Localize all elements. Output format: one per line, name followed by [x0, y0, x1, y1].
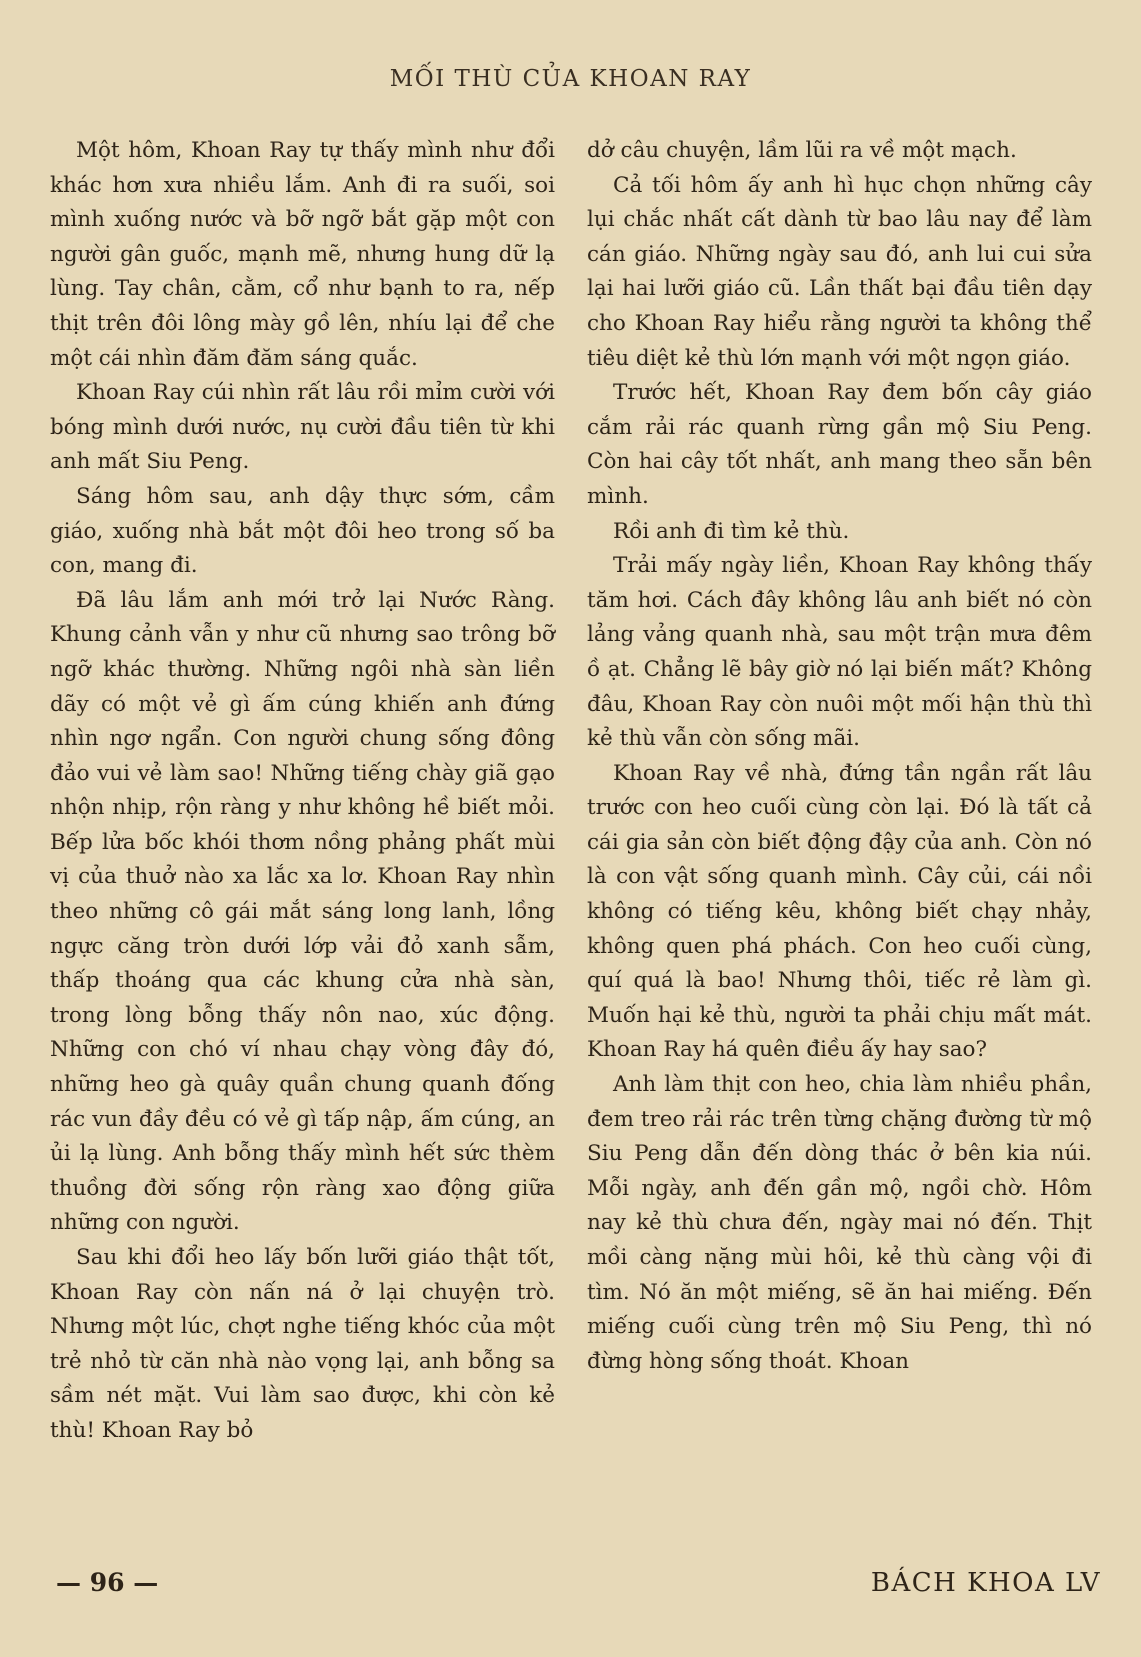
- paragraph: Rồi anh đi tìm kẻ thù.: [613, 518, 850, 544]
- paragraph: Anh làm thịt con heo, chia làm nhiều phần, đem treo rải rác trên từng chặng đường từ mộ Siu Peng dẫn đến dòng thác ở bên kia núi. Mỗi ngày, anh đến gần mộ, ngồi chờ. Hôm nay kẻ thù chưa đến, ngày mai nó đến. Thịt mồi càng nặng mùi hôi, kẻ thù càng vội đi tìm. Nó ăn một miếng, sẽ ăn hai miếng. Đến miếng cuối cùng trên mộ Siu Peng, thì nó đừng hòng sống thoát. Khoan: [587, 1072, 1092, 1374]
- paragraph: Cả tối hôm ấy anh hì hục chọn những cây lụi chắc nhất cất dành từ bao lâu nay để làm cán giáo. Những ngày sau đó, anh lui cui sửa lại hai lưỡi giáo cũ. Lần thất bại đầu tiên dạy cho Khoan Ray hiểu rằng người ta không thể tiêu diệt kẻ thù lớn mạnh với một ngọn giáo.: [587, 172, 1092, 371]
- left-column: [50, 134, 555, 1449]
- paragraph-continuation: dở câu chuyện, lầm lũi ra về một mạch.: [587, 138, 1017, 163]
- paragraph: Đã lâu lắm anh mới trở lại Nước Ràng. Khung cảnh vẫn y như cũ nhưng sao trông bỡ ngỡ khác thường. Những ngôi nhà sàn liền dãy có một vẻ gì ấm cúng khiến anh đứng nhìn ngơ ngẩn. Con người chung sống đông đảo vui vẻ làm sao! Những tiếng chày giã gạo nhộn nhịp, rộn ràng y như không hề biết mỏi. Bếp lửa bốc khói thơm nồng phảng phất mùi vị của thuở nào xa lắc xa lơ. Khoan Ray nhìn theo những cô gái mắt sáng long lanh, lồng ngực căng tròn dưới lớp vải đỏ xanh sẫm, thấp thoáng qua các khung cửa nhà sàn, trong lòng bỗng thấy nôn nao, xúc động. Những con chó ví nhau chạy vòng đây đó, những heo gà quây quần chung quanh đống rác vun đầy đều có vẻ gì tấp nập, ấm cúng, an ủi lạ lùng. Anh bỗng thấy mình hết sức thèm thuồng đời sống rộn ràng xao động giữa những con người.: [50, 587, 555, 1236]
- right-column: [587, 134, 1092, 1379]
- running-title: MỐI THÙ CỦA KHOAN RAY: [389, 66, 752, 92]
- paragraph: Khoan Ray cúi nhìn rất lâu rồi mỉm cười với bóng mình dưới nước, nụ cười đầu tiên từ khi anh mất Siu Peng.: [50, 380, 555, 475]
- page-number: — 96 —: [56, 1568, 159, 1597]
- paragraph: Trước hết, Khoan Ray đem bốn cây giáo cắm rải rác quanh rừng gần mộ Siu Peng. Còn hai cây tốt nhất, anh mang theo sẵn bên mình.: [587, 380, 1092, 509]
- paragraph: Trải mấy ngày liền, Khoan Ray không thấy tăm hơi. Cách đây không lâu anh biết nó còn lảng vảng quanh nhà, sau một trận mưa đêm ồ ạt. Chẳng lẽ bây giờ nó lại biến mất? Không đâu, Khoan Ray còn nuôi một mối hận thù thì kẻ thù vẫn còn sống mãi.: [587, 553, 1092, 752]
- paragraph: Khoan Ray về nhà, đứng tần ngần rất lâu trước con heo cuối cùng còn lại. Đó là tất cả cái gia sản còn biết động đậy của anh. Còn nó là con vật sống quanh mình. Cây củi, cái nồi không có tiếng kêu, không biết chạy nhảy, không quen phá phách. Con heo cuối cùng, quí quá là bao! Nhưng thôi, tiếc rẻ làm gì. Muốn hại kẻ thù, người ta phải chịu mất mát. Khoan Ray há quên điều ấy hay sao?: [587, 760, 1092, 1063]
- paragraph: Sau khi đổi heo lấy bốn lưỡi giáo thật tốt, Khoan Ray còn nấn ná ở lại chuyện trò. Nhưng một lúc, chợt nghe tiếng khóc của một trẻ nhỏ từ căn nhà nào vọng lại, anh bỗng sa sầm nét mặt. Vui làm sao được, khi còn kẻ thù! Khoan Ray bỏ: [50, 1245, 555, 1443]
- paragraph: Sáng hôm sau, anh dậy thực sớm, cầm giáo, xuống nhà bắt một đôi heo trong số ba con, mang đi.: [50, 483, 555, 579]
- publication-name: BÁCH KHOA LV: [870, 1568, 1101, 1598]
- paragraph: Một hôm, Khoan Ray tự thấy mình như đổi khác hơn xưa nhiều lắm. Anh đi ra suối, soi mình xuống nước và bỡ ngỡ bắt gặp một con người gân guốc, mạnh mẽ, nhưng hung dữ lạ lùng. Tay chân, cằm, cổ như bạnh to ra, nếp thịt trên đôi lông mày gồ lên, nhíu lại để che một cái nhìn đăm đăm sáng quắc.: [50, 138, 555, 371]
